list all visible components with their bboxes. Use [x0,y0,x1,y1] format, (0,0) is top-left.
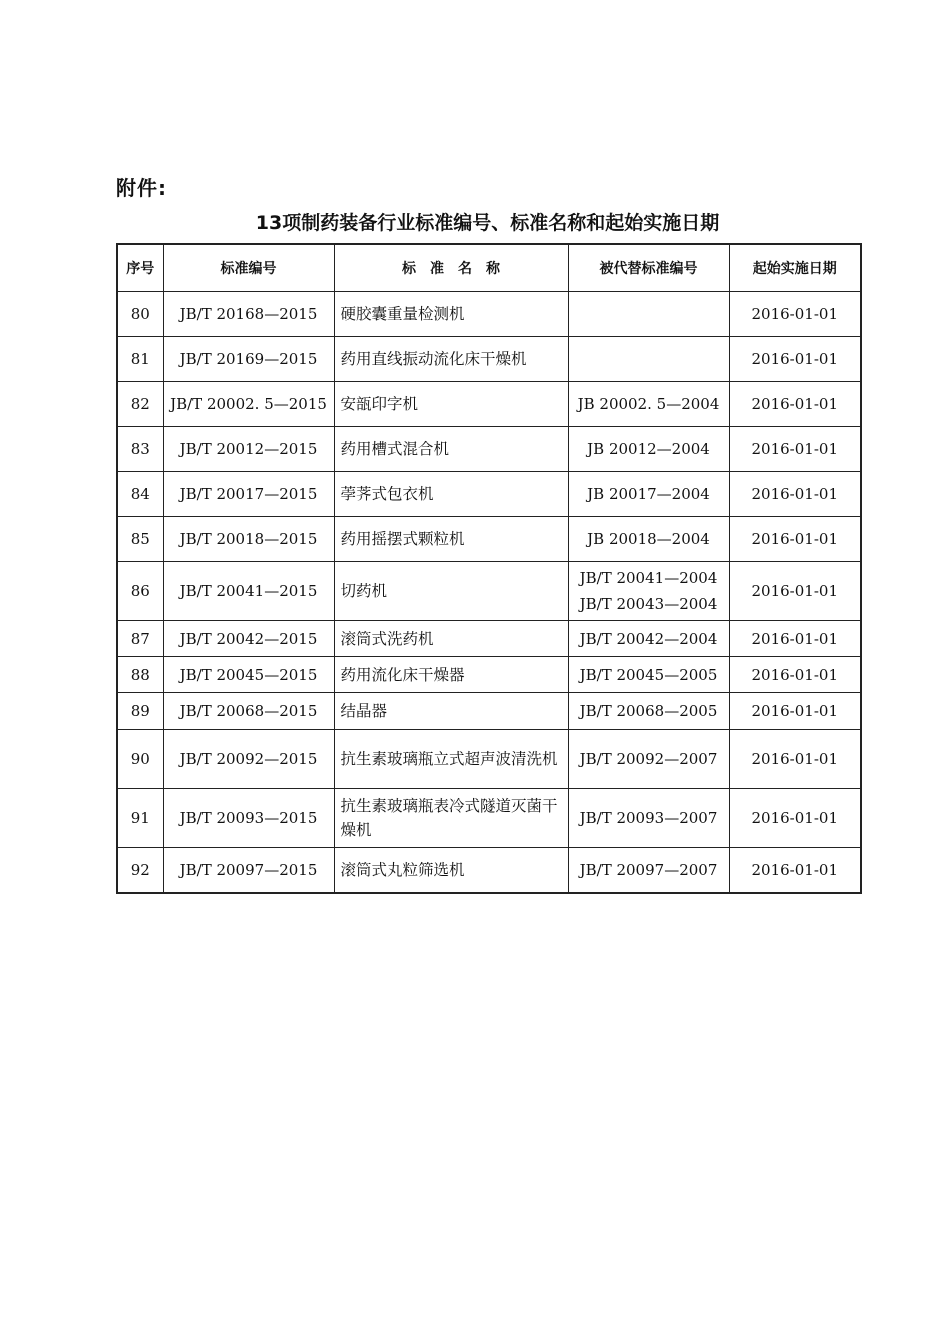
cell-date: 2016-01-01 [729,621,861,657]
cell-replaced [568,848,729,893]
replaced-line: JB 20017—2004 [587,485,710,503]
replaced-line: JB/T 20092—2007 [579,750,718,768]
table-row [117,427,861,472]
cell-index: 80 [117,292,163,337]
replaced-line: JB/T 20068—2005 [579,702,718,720]
cell-name: 抗生素玻璃瓶立式超声波清洗机 [334,730,568,789]
table-row [117,517,861,562]
cell-code: JB/T 20068—2015 [163,693,334,730]
header-replaced: 被代替标准编号 [568,244,729,292]
replaced-line: JB/T 20097—2007 [579,860,718,879]
replaced-line: JB/T 20041—2004 [579,569,718,587]
cell-replaced [568,292,729,337]
cell-name: 切药机 [334,562,568,621]
cell-replaced [568,693,729,730]
replaced-line: JB/T 20093—2007 [579,809,718,827]
cell-name: 滚筒式洗药机 [334,621,568,657]
cell-index: 92 [117,848,163,893]
table-row [117,382,861,427]
table-row [117,562,861,621]
table-row [117,472,861,517]
cell-replaced [568,657,729,693]
table-row [117,292,861,337]
cell-date: 2016-01-01 [729,337,861,382]
cell-code: JB/T 20012—2015 [163,427,334,472]
table-row [117,848,861,893]
cell-name: 药用槽式混合机 [334,427,568,472]
cell-replaced [568,337,729,382]
cell-replaced [568,621,729,657]
cell-code: JB/T 20092—2015 [163,730,334,789]
replaced-line: JB 20002. 5—2004 [577,395,720,413]
cell-date: 2016-01-01 [729,848,861,893]
table-row [117,730,861,789]
cell-index: 88 [117,657,163,693]
cell-name: 滚筒式丸粒筛选机 [334,848,568,893]
attachment-label: 附件: [116,176,167,200]
cell-date: 2016-01-01 [729,517,861,562]
cell-name: 硬胶囊重量检测机 [334,292,568,337]
cell-date: 2016-01-01 [729,427,861,472]
cell-date: 2016-01-01 [729,562,861,621]
header-name: 标 准 名 称 [334,244,568,292]
cell-date: 2016-01-01 [729,730,861,789]
cell-index: 86 [117,562,163,621]
cell-name: 荸荠式包衣机 [334,472,568,517]
standards-table [116,243,862,894]
cell-name: 抗生素玻璃瓶表冷式隧道灭菌干燥机 [334,789,568,848]
cell-date: 2016-01-01 [729,693,861,730]
cell-index: 91 [117,789,163,848]
cell-index: 84 [117,472,163,517]
cell-code: JB/T 20042—2015 [163,621,334,657]
cell-replaced [568,789,729,848]
cell-index: 83 [117,427,163,472]
cell-index: 89 [117,693,163,730]
table-row [117,337,861,382]
table-row [117,657,861,693]
cell-name: 安瓿印字机 [334,382,568,427]
cell-name: 药用直线振动流化床干燥机 [334,337,568,382]
cell-date: 2016-01-01 [729,382,861,427]
cell-date: 2016-01-01 [729,789,861,848]
replaced-line: JB 20012—2004 [587,440,710,458]
cell-replaced [568,427,729,472]
replaced-line: JB/T 20045—2005 [579,665,718,684]
cell-date: 2016-01-01 [729,657,861,693]
header-code: 标准编号 [163,244,334,292]
cell-index: 85 [117,517,163,562]
cell-name: 药用摇摆式颗粒机 [334,517,568,562]
cell-date: 2016-01-01 [729,292,861,337]
cell-index: 82 [117,382,163,427]
cell-code: JB/T 20041—2015 [163,562,334,621]
cell-name: 结晶器 [334,693,568,730]
cell-code: JB/T 20002. 5—2015 [163,382,334,427]
cell-replaced [568,517,729,562]
cell-replaced [568,472,729,517]
replaced-line: JB/T 20043—2004 [579,595,718,613]
cell-index: 81 [117,337,163,382]
document-title: 13项制药装备行业标准编号、标准名称和起始实施日期 [255,212,720,234]
header-index: 序号 [117,244,163,292]
cell-code: JB/T 20018—2015 [163,517,334,562]
cell-replaced [568,730,729,789]
cell-code: JB/T 20093—2015 [163,789,334,848]
cell-index: 90 [117,730,163,789]
cell-code: JB/T 20017—2015 [163,472,334,517]
cell-index: 87 [117,621,163,657]
cell-replaced [568,382,729,427]
cell-replaced [568,562,729,621]
cell-date: 2016-01-01 [729,472,861,517]
header-date: 起始实施日期 [729,244,861,292]
cell-code: JB/T 20168—2015 [163,292,334,337]
cell-name: 药用流化床干燥器 [334,657,568,693]
table-row [117,789,861,848]
cell-code: JB/T 20097—2015 [163,848,334,893]
table-row [117,621,861,657]
table-header-row [117,244,861,292]
cell-code: JB/T 20169—2015 [163,337,334,382]
replaced-line: JB/T 20042—2004 [579,629,718,648]
cell-code: JB/T 20045—2015 [163,657,334,693]
replaced-line: JB 20018—2004 [587,530,710,548]
table-row [117,693,861,730]
